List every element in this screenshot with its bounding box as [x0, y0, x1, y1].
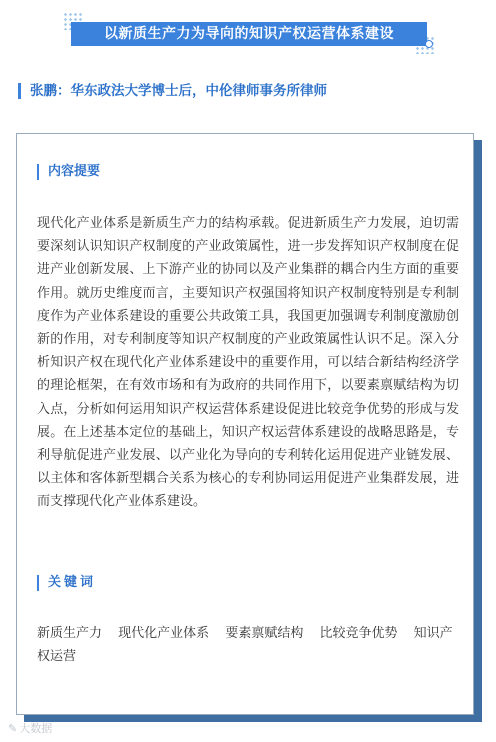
watermark-text: 大数据 — [19, 722, 53, 735]
keyword-item: 现代化产业体系 — [118, 626, 210, 641]
keyword-item: 知识产权运营 — [37, 626, 453, 665]
keyword-item: 比较竞争优势 — [319, 626, 398, 641]
circle-decoration — [425, 40, 433, 48]
author-line: 张鹏：华东政法大学博士后，中伦律师事务所律师 — [18, 83, 327, 99]
title-banner — [63, 12, 435, 54]
keyword-item: 要素禀赋结构 — [225, 626, 304, 641]
watermark — [8, 722, 52, 736]
abstract-heading: 内容提要 — [37, 164, 100, 180]
article-title: 以新质生产力为导向的知识产权运营体系建设 — [71, 22, 427, 46]
watermark-logo-icon: ✎ — [8, 722, 18, 735]
abstract-text: 现代化产业体系是新质生产力的结构承载。促进新质生产力发展，迫切需要深刻认识知识产权制度的产业政策属性，进一步发挥知识产权制度在促进产业创新发展、上下游产业的协同以及产业集群的耦合内生方面的重要作用。就历史维度而言，主要知识产权强国将知识产权制度特别是专利制度作为产业体系建设的重要公共政策工具，我国更加强调专利制度激励创新的作用，对专利制度等知识产权制度的产业政策属性认识不足。深入分析知识产权在现代化产业体系建设中的重要作用，可以结合新结构经济学的理论框架，在有效市场和有为政府的共同作用下，以要素禀赋结构为切入点，分析如何运用知识产权运营体系建设促进比较竞争优势的形成与发展。在上述基本定位的基础上，知识产权运营体系建设的战略思路是，专利导航促进产业发展、以产业化为导向的专利转化运用促进产业链发展、以主体和客体新型耦合关系为核心的专利协同运用促进产业集群发展，进而支撑现代化产业体系建设。 — [37, 216, 459, 510]
keyword-item: 新质生产力 — [37, 626, 103, 641]
keywords-list — [37, 622, 459, 668]
keywords-heading: 关键词 — [37, 575, 96, 591]
